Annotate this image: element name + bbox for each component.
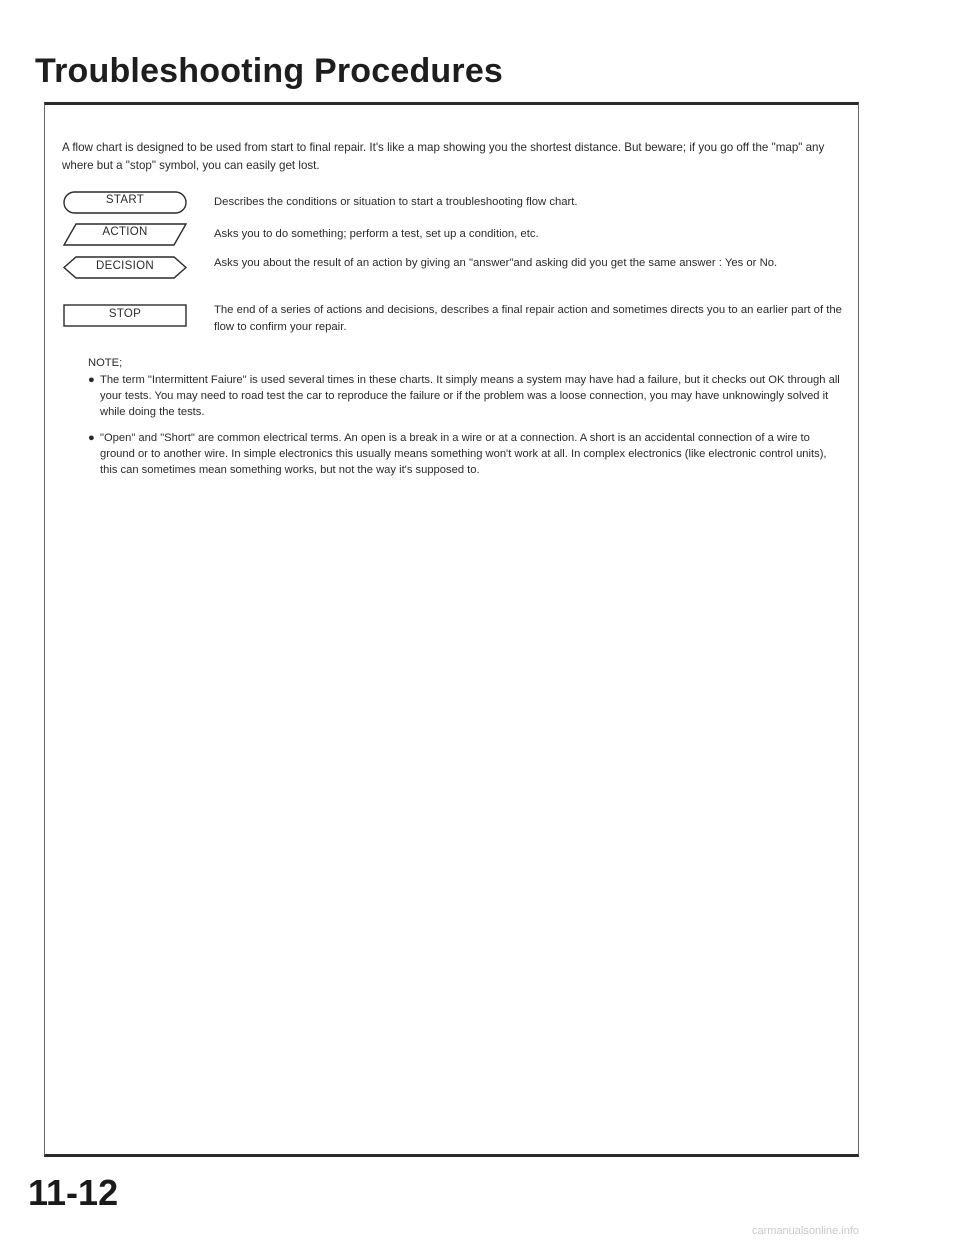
decision-symbol-label: DECISION [96,260,154,272]
note-item [88,372,840,420]
bullet-icon: ● [88,374,95,386]
note-text: The term "Intermittent Faiure" is used several times in these charts. It simply means a system may have had a failure, but it checks out OK through all your tests. You may need to road test the car to reproduce the failure or if the problem was a loose connection, you may have unknowingly solved it while doing the tests. [100,374,840,418]
decision-symbol [62,255,192,281]
stop-symbol-label: STOP [108,308,142,320]
notes-heading: NOTE; [88,357,123,369]
stop-symbol [62,303,192,329]
start-description: Describes the conditions or situation to start a troubleshooting flow chart. [214,196,578,208]
note-text: "Open" and "Short" are common electrical terms. An open is a break in a wire or at a connection. A short is an accidental connection of a wire to ground or to another wire. In simple electronics this usually means something won't work at all. In complex electronics (like electronic control units), this can sometimes mean something works, but not the way it's supposed to. [100,432,827,476]
legend-row-decision [62,255,842,295]
notes-section [88,355,840,488]
watermark: carmanualsonline.info [752,1225,860,1237]
page-number: 11-12 [28,1172,119,1213]
action-symbol [62,222,192,248]
legend-row-stop [62,303,842,343]
action-symbol-label: ACTION [102,226,148,238]
start-symbol [62,190,192,216]
action-description: Asks you to do something; perform a test, set up a condition, etc. [214,228,539,240]
decision-description: Asks you about the result of an action by giving an "answer"and asking did you get the same answer : Yes or No. [214,257,778,269]
stop-description: The end of a series of actions and decisions, describes a final repair action and sometimes directs you to an earlier part of the flow to confirm your repair. [214,304,842,333]
bullet-icon: ● [88,432,95,444]
page-title: Troubleshooting Procedures [35,52,504,90]
intro-paragraph: A flow chart is designed to be used from start to final repair. It's like a map showing you the shortest distance. But beware; if you go off the "map" any where but a "stop" symbol, you can easily get lost. [62,141,825,172]
note-item [88,430,840,478]
start-symbol-label: START [105,194,145,206]
